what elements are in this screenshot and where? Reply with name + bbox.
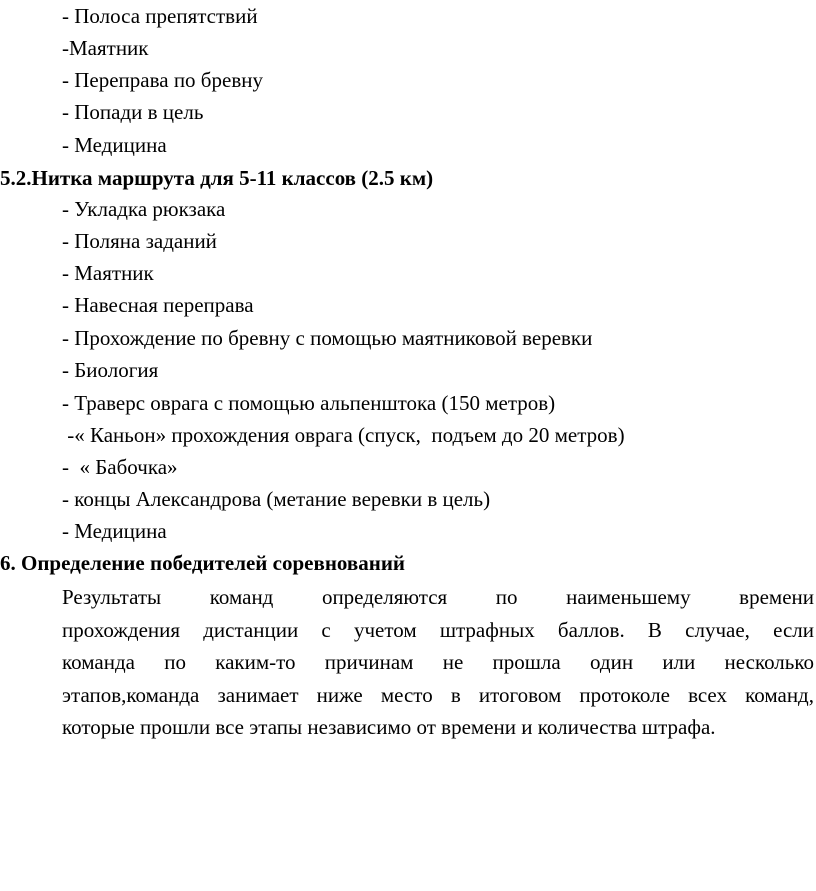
list-item: - Прохождение по бревну с помощью маятниковой веревки — [62, 326, 593, 350]
results-paragraph — [62, 581, 814, 744]
list-item: -« Каньон» прохождения оврага (спуск, подъем до 20 метров) — [62, 423, 625, 447]
list-item: -Маятник — [62, 36, 149, 60]
paragraph-line: которые прошли все этапы независимо от времени и количества штрафа. — [62, 715, 716, 739]
list-item: - Навесная переправа — [62, 293, 254, 317]
list-item: - Полоса препятствий — [62, 4, 258, 28]
list-item: - « Бабочка» — [62, 455, 178, 479]
list-item: - Укладка рюкзака — [62, 197, 226, 221]
list-item: - Маятник — [62, 261, 154, 285]
list-item: - Медицина — [62, 519, 167, 543]
section-heading: 6. Определение победителей соревнований — [0, 551, 406, 575]
list-item: - Переправа по бревну — [62, 68, 263, 92]
list-item: - Поляна заданий — [62, 229, 217, 253]
list-item: - Попади в цель — [62, 100, 204, 124]
section-heading: 5.2.Нитка маршрута для 5-11 классов (2.5 км) — [0, 166, 434, 190]
paragraph-line: команда по каким-то причинам не прошла один или несколько — [62, 650, 814, 674]
list-item: - Биология — [62, 358, 159, 382]
paragraph-line: Результаты команд определяются по наименьшему времени — [62, 585, 814, 609]
list-item: - Траверс оврага с помощью альпенштока (150 метров) — [62, 391, 556, 415]
list-item: - Медицина — [62, 133, 167, 157]
paragraph-line: прохождения дистанции с учетом штрафных баллов. В случае, если — [62, 617, 814, 642]
paragraph-line: этапов,команда занимает ниже место в итоговом протоколе всех команд, — [62, 682, 814, 707]
list-item: - концы Александрова (метание веревки в цель) — [62, 487, 491, 511]
